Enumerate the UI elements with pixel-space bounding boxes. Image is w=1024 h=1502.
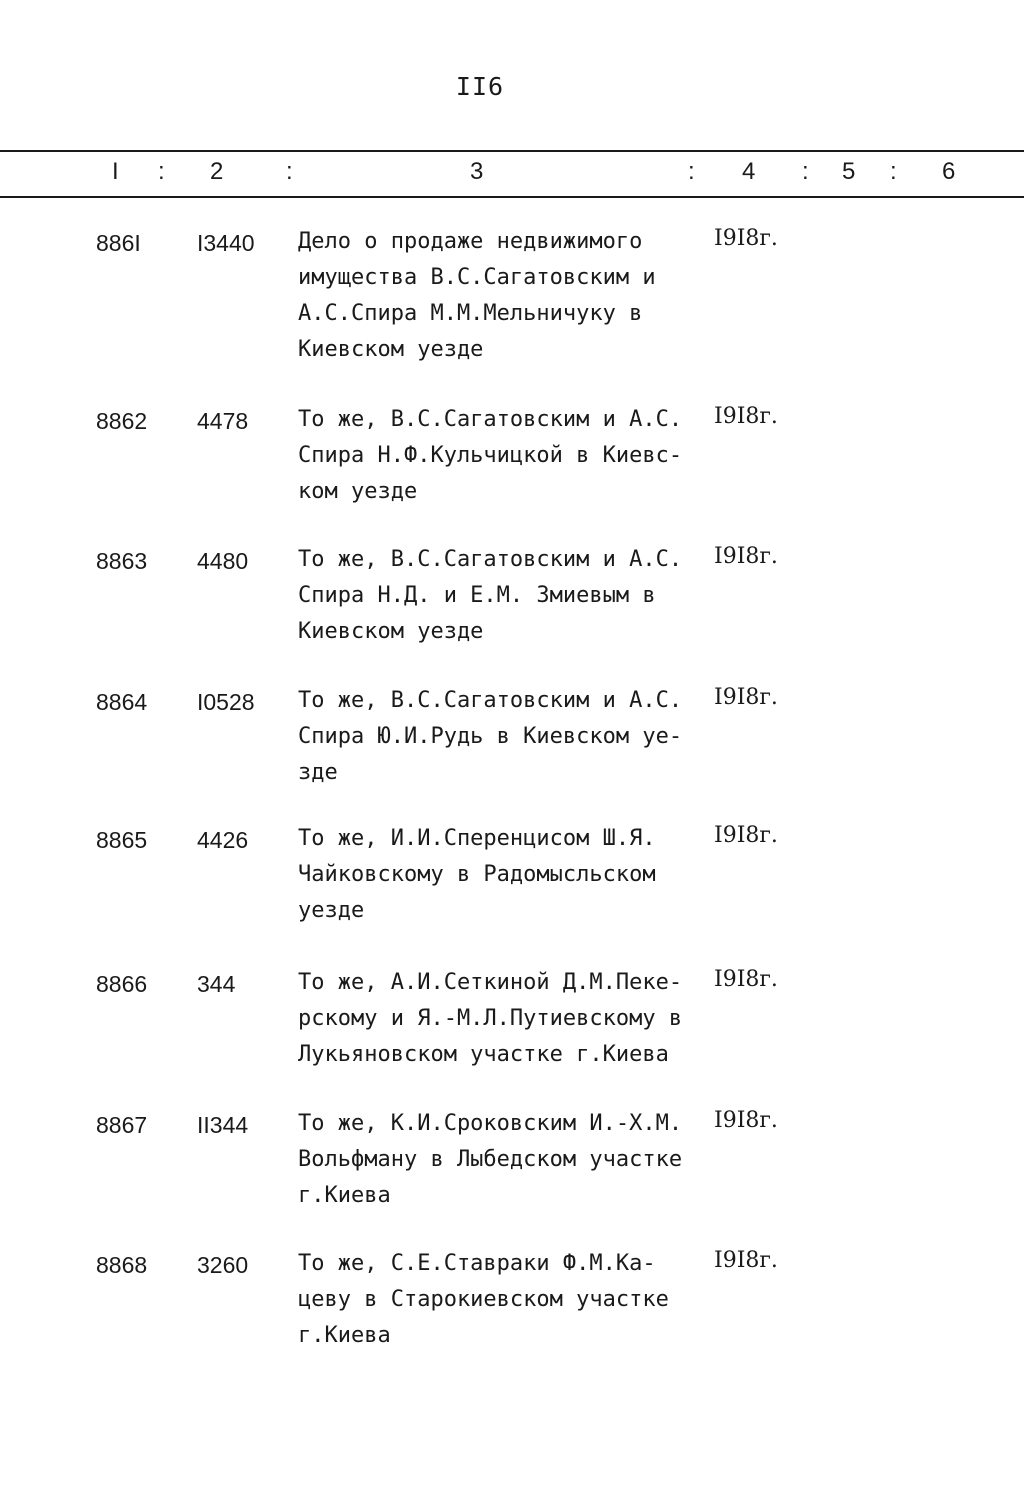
column-header-6: 6 (942, 158, 956, 185)
entry-description: То же, В.С.Сагатовским и А.С. Спира Ю.И.Рудь в Киевском уе- зде (298, 688, 683, 785)
column-header-3: 3 (470, 158, 484, 185)
entry-number: 8862 (96, 408, 148, 434)
entry-code: 4480 (197, 548, 249, 574)
column-separator: : (890, 158, 897, 185)
entry-code: 4478 (197, 408, 249, 434)
page-number: II6 (455, 72, 505, 101)
entry-description: Дело о продаже недвижимого имущества В.С.Сагатовским и А.С.Спира М.М.Мельничуку в Киевском уезде (298, 229, 656, 362)
entry-number: 8864 (96, 689, 148, 715)
entry-description: То же, В.С.Сагатовским и А.С. Спира Н.Д. и Е.М. Змиевым в Киевском уезде (298, 547, 683, 644)
entry-description: То же, К.И.Сроковским И.-Х.М. Вольфману в Лыбедском участке г.Киева (298, 1111, 683, 1208)
column-separator: : (286, 158, 293, 185)
column-header-1: I (112, 158, 119, 185)
entry-year: I9I8г. (714, 404, 778, 429)
entry-number: 886I (96, 230, 141, 256)
header-bottom-rule (0, 196, 1024, 198)
entry-code: I0528 (197, 689, 255, 715)
entry-code: I3440 (197, 230, 255, 256)
entry-year: I9I8г. (714, 544, 778, 569)
entry-code: 4426 (197, 827, 249, 853)
column-header-row (0, 158, 1024, 190)
entry-description: То же, В.С.Сагатовским и А.С. Спира Н.Ф.Кульчицкой в Киевс- ком уезде (298, 407, 683, 504)
entry-year: I9I8г. (714, 967, 778, 992)
entry-number: 8868 (96, 1252, 148, 1278)
entry-year: I9I8г. (714, 226, 778, 251)
column-header-5: 5 (842, 158, 856, 185)
entry-year: I9I8г. (714, 1248, 778, 1273)
column-header-2: 2 (210, 158, 224, 185)
header-top-rule (0, 150, 1024, 152)
entry-code: II344 (197, 1112, 249, 1138)
entry-number: 8863 (96, 548, 148, 574)
column-separator: : (158, 158, 165, 185)
entry-year: I9I8г. (714, 1108, 778, 1133)
entry-year: I9I8г. (714, 685, 778, 710)
entry-code: 344 (197, 971, 236, 997)
entry-number: 8866 (96, 971, 148, 997)
entry-description: То же, А.И.Сеткиной Д.М.Пеке- рскому и Я.-М.Л.Путиевскому в Лукьяновском участке г.Киева (298, 970, 683, 1067)
column-separator: : (802, 158, 809, 185)
entry-year: I9I8г. (714, 823, 778, 848)
entry-description: То же, С.Е.Ставраки Ф.М.Ка- цеву в Старокиевском участке г.Киева (298, 1251, 669, 1348)
entry-number: 8865 (96, 827, 148, 853)
entry-description: То же, И.И.Сперенцисом Ш.Я. Чайковскому в Радомысльском уезде (298, 826, 656, 923)
entry-code: 3260 (197, 1252, 249, 1278)
entry-number: 8867 (96, 1112, 148, 1138)
column-header-4: 4 (742, 158, 756, 185)
column-separator: : (688, 158, 695, 185)
